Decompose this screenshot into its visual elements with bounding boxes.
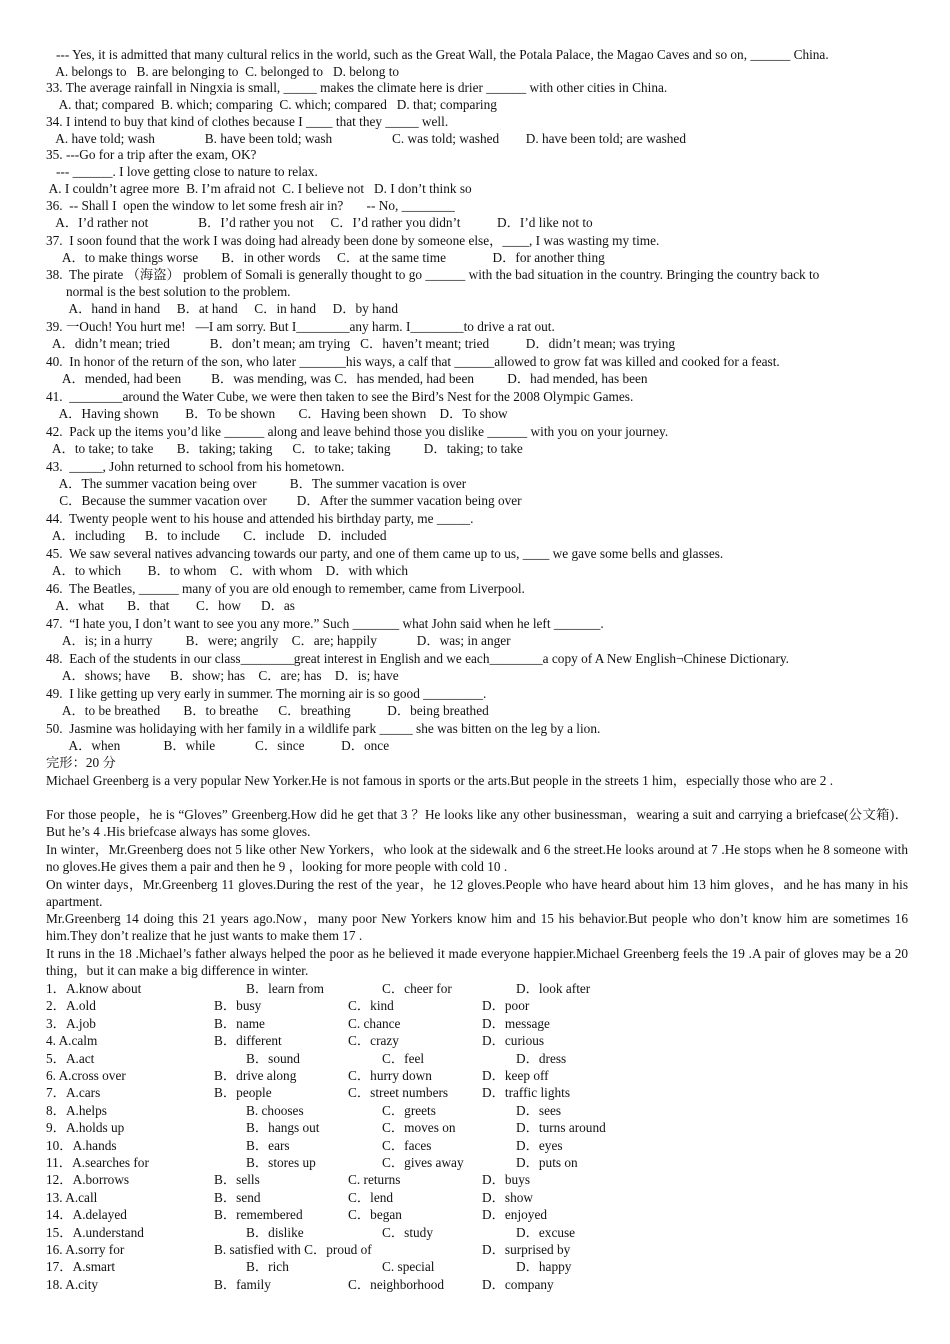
cloze-option-d: D．curious <box>482 1033 545 1049</box>
answer-options: A．The summer vacation being over B．The summer vacation is over <box>46 476 467 491</box>
question-stem: 33. The average rainfall in Ningxia is small, _____ makes the climate here is drier ______ with other cities in China. <box>46 80 668 95</box>
cloze-option-b: B．sound <box>246 1050 300 1066</box>
cloze-option-b: B．different <box>214 1033 282 1049</box>
cloze-option-number: 8．A.helps <box>46 1102 107 1118</box>
answer-options: A．didn’t mean; tried B．don’t mean; am trying C．haven’t meant; tried D．didn’t mean; was trying <box>46 336 676 351</box>
answer-options: C．Because the summer vacation over D．After the summer vacation being over <box>46 493 522 508</box>
question-stem: 49. I like getting up very early in summer. The morning air is so good _________. <box>46 686 487 701</box>
cloze-option-d: D．excuse <box>516 1224 576 1240</box>
cloze-option-c: C. returns <box>348 1172 401 1188</box>
question-stem: 37. I soon found that the work I was doing had already been done by someone else，____, I was wasting my time. <box>46 233 660 248</box>
cloze-option-number: 13. A.call <box>46 1189 98 1205</box>
answer-options: A．including B．to include C．include D．included <box>46 528 387 543</box>
cloze-option-number: 9．A.holds up <box>46 1120 125 1136</box>
cloze-option-d: D．puts on <box>516 1155 578 1170</box>
cloze-option-c: C．study <box>382 1224 433 1240</box>
cloze-option-number: 16. A.sorry for <box>46 1242 125 1257</box>
cloze-option-b: B．people <box>214 1085 272 1101</box>
answer-options: A．to be breathed B．to breathe C．breathing D．being breathed <box>46 703 489 718</box>
question-stem: 38. The pirate （海盗） problem of Somali is generally thought to go ______ with the bad situation in the country. Bringing the country back to <box>46 267 820 282</box>
question-stem: 50. Jasmine was holidaying with her family in a wildlife park _____ she was bitten on the leg by a lion. <box>46 721 601 736</box>
cloze-option-number: 3．A.job <box>46 1015 96 1031</box>
cloze-option-d: D．poor <box>482 998 530 1014</box>
cloze-option-number: 7．A.cars <box>46 1085 101 1101</box>
cloze-option-number: 12．A.borrows <box>46 1172 130 1188</box>
cloze-option-number: 14．A.delayed <box>46 1207 127 1223</box>
question-stem: 45. We saw several natives advancing towards our party, and one of them came up to us, ____ we gave some bells and glasses. <box>46 546 724 561</box>
cloze-option-number: 18. A.city <box>46 1276 99 1292</box>
question-stem: 42. Pack up the items you’d like ______ along and leave behind those you dislike ______ with you on your journey. <box>46 424 669 439</box>
cloze-option-d: D．sees <box>516 1102 562 1118</box>
answer-options: A．to which B．to whom C．with whom D．with which <box>46 563 408 578</box>
question-stem: 46. The Beatles, ______ many of you are old enough to remember, came from Liverpool. <box>46 581 525 596</box>
answer-options: A. belongs to B. are belonging to C. belonged to D. belong to <box>46 64 400 79</box>
cloze-paragraph: On winter days，Mr.Greenberg 11 gloves.During the rest of the year，he 12 gloves.People who have heard about him 13 him gloves，and he has many in his apartment. <box>46 877 908 909</box>
question-stem: 48. Each of the students in our class________great interest in English and we each________a copy of A New English¬Chinese Dictionary. <box>46 651 789 666</box>
answer-options: A. that; compared B. which; comparing C. which; compared D. that; comparing <box>46 97 497 112</box>
cloze-option-number: 15．A.understand <box>46 1224 144 1240</box>
cloze-option-d: D．buys <box>482 1172 531 1188</box>
cloze-option-number: 2．A.old <box>46 998 96 1014</box>
cloze-option-c: C．faces <box>382 1137 432 1153</box>
cloze-option-number: 10．A.hands <box>46 1137 117 1153</box>
cloze-option-number: 4. A.calm <box>46 1033 98 1049</box>
cloze-option-b: B．family <box>214 1276 271 1292</box>
cloze-option-c: C．neighborhood <box>348 1276 445 1292</box>
question-stem: 44. Twenty people went to his house and attended his birthday party, me _____. <box>46 511 474 526</box>
cloze-option-d: D．message <box>482 1015 550 1031</box>
answer-options: A．mended, had been B．was mending, was C．has mended, had been D．had mended, has been <box>46 371 648 386</box>
answer-options: A．shows; have B．show; has C．are; has D．is; have <box>46 668 399 683</box>
cloze-option-b: B．busy <box>214 998 262 1014</box>
cloze-paragraph: In winter，Mr.Greenberg does not 5 like other New Yorkers，who look at the sidewalk and 6 the street.He looks around at 7 .He stops when he 8 someone with no gloves.He gives them a pair and then he 9 ，looking for more people with cold 10 . <box>46 842 908 874</box>
cloze-option-b: B．rich <box>246 1259 289 1275</box>
answer-options: A．I’d rather not B．I’d rather you not C．I’d rather you didn’t D．I’d like not to <box>46 215 593 230</box>
cloze-option-c: C．cheer for <box>382 981 452 996</box>
cloze-option-c: C. chance <box>348 1015 401 1031</box>
cloze-option-d: D．dress <box>516 1050 567 1066</box>
answer-options: A. I couldn’t agree more B. I’m afraid not C. I believe not D. I don’t think so <box>46 181 472 196</box>
cloze-option-b: B．hangs out <box>246 1120 320 1136</box>
question-stem: 43. _____, John returned to school from his hometown. <box>46 459 345 474</box>
answer-options: A．Having shown B．To be shown C．Having been shown D．To show <box>46 406 508 421</box>
cloze-option-number: 6. A.cross over <box>46 1068 126 1083</box>
cloze-option-b: B．stores up <box>246 1155 316 1170</box>
cloze-option-c: C. special <box>382 1259 435 1275</box>
cloze-paragraph: It runs in the 18 .Michael’s father always helped the poor as he believed it made everyone happier.Michael Greenberg feels the 19 .A pair of gloves may be a 20 thing，but it can make a big difference in winter. <box>46 946 908 978</box>
cloze-option-b: B．send <box>214 1189 261 1205</box>
cloze-option-c: C．hurry down <box>348 1068 432 1083</box>
cloze-paragraph: Michael Greenberg is a very popular New Yorker.He is not famous in sports or the arts.But people in the streets 1 him，especially those who are 2 . <box>46 773 834 788</box>
cloze-option-d: D．keep off <box>482 1068 549 1083</box>
question-stem: 40. In honor of the return of the son, who later _______his ways, a calf that ______allowed to grow fat was killed and cooked for a feast. <box>46 354 780 369</box>
question-stem: normal is the best solution to the problem. <box>46 284 291 299</box>
cloze-paragraph: Mr.Greenberg 14 doing this 21 years ago.Now，many poor New Yorkers know him and 15 his behavior.But people who don’t know him are sometimes 16 him.They don’t realize that he just wants to make them 17 . <box>46 911 908 943</box>
answer-options: --- ______. I love getting close to nature to relax. <box>46 164 318 179</box>
answer-options: A．hand in hand B．at hand C．in hand D．by hand <box>46 301 398 316</box>
question-stem: 34. I intend to buy that kind of clothes because I ____ that they _____ well. <box>46 114 449 129</box>
cloze-option-b: B．ears <box>246 1137 290 1153</box>
cloze-option-d: D．traffic lights <box>482 1085 571 1101</box>
cloze-option-c: C．crazy <box>348 1033 399 1049</box>
answer-options: A. have told; wash B. have been told; wash C. was told; washed D. have been told; are washed <box>46 131 686 146</box>
cloze-option-d: D．surprised by <box>482 1242 571 1257</box>
cloze-option-b: B. satisfied with C．proud of <box>214 1242 372 1257</box>
cloze-option-b: B．dislike <box>246 1224 304 1240</box>
cloze-option-b: B. chooses <box>246 1102 304 1118</box>
answer-options: A．to take; to take B．taking; taking C．to take; taking D．taking; to take <box>46 441 523 456</box>
question-stem: 39. 一Ouch! You hurt me! —I am sorry. But I________any harm. I________to drive a rat out. <box>46 319 555 334</box>
cloze-paragraph: For those people，he is “Gloves” Greenberg.How did he get that 3 ？He looks like any other businessman，wearing a suit and carrying a briefcase(公文箱)．But he’s 4 .His briefcase always has some gloves. <box>46 807 908 839</box>
question-stem: 35. ---Go for a trip after the exam, OK? <box>46 147 257 162</box>
answer-options: A．what B．that C．how D．as <box>46 598 295 613</box>
cloze-option-c: C．greets <box>382 1102 436 1118</box>
question-stem: --- Yes, it is admitted that many cultural relics in the world, such as the Great Wall, the Potala Palace, the Magao Caves and so on, ______ China. <box>46 47 829 62</box>
cloze-option-c: C．feel <box>382 1050 425 1066</box>
cloze-option-d: D．eyes <box>516 1137 563 1153</box>
cloze-option-number: 11．A.searches for <box>46 1155 149 1170</box>
answer-options: A．to make things worse B．in other words C．at the same time D．for another thing <box>46 250 605 265</box>
cloze-option-b: B．remembered <box>214 1207 303 1223</box>
cloze-option-d: D．look after <box>516 981 591 996</box>
question-stem: 36. -- Shall I open the window to let some fresh air in? -- No, ________ <box>46 198 455 213</box>
question-stem: 47. “I hate you, I don’t want to see you any more.” Such _______ what John said when he left _______. <box>46 616 604 631</box>
cloze-option-number: 17．A.smart <box>46 1259 116 1275</box>
cloze-option-b: B．learn from <box>246 981 324 996</box>
cloze-option-c: C．moves on <box>382 1120 456 1136</box>
cloze-option-d: D．show <box>482 1189 533 1205</box>
cloze-option-c: C．began <box>348 1207 402 1223</box>
cloze-option-number: 5．A.act <box>46 1050 95 1066</box>
cloze-option-b: B．drive along <box>214 1068 297 1083</box>
cloze-option-d: D．enjoyed <box>482 1207 547 1223</box>
cloze-option-d: D．happy <box>516 1259 572 1275</box>
cloze-option-b: B．sells <box>214 1172 260 1188</box>
answer-options: A．when B．while C．since D．once <box>46 738 390 753</box>
cloze-option-c: C．street numbers <box>348 1085 449 1101</box>
cloze-option-c: C．gives away <box>382 1155 464 1170</box>
question-stem: 41. ________around the Water Cube, we were then taken to see the Bird’s Nest for the 2008 Olympic Games. <box>46 389 634 404</box>
answer-options: A．is; in a hurry B．were; angrily C．are; happily D．was; in anger <box>46 633 511 648</box>
cloze-option-d: D．company <box>482 1276 554 1292</box>
cloze-option-b: B．name <box>214 1015 265 1031</box>
cloze-option-number: 1．A.know about <box>46 981 142 996</box>
cloze-option-c: C．kind <box>348 998 394 1014</box>
cloze-option-d: D．turns around <box>516 1120 606 1136</box>
cloze-option-c: C．lend <box>348 1189 394 1205</box>
section-heading: 完形：20 分 <box>46 755 116 770</box>
